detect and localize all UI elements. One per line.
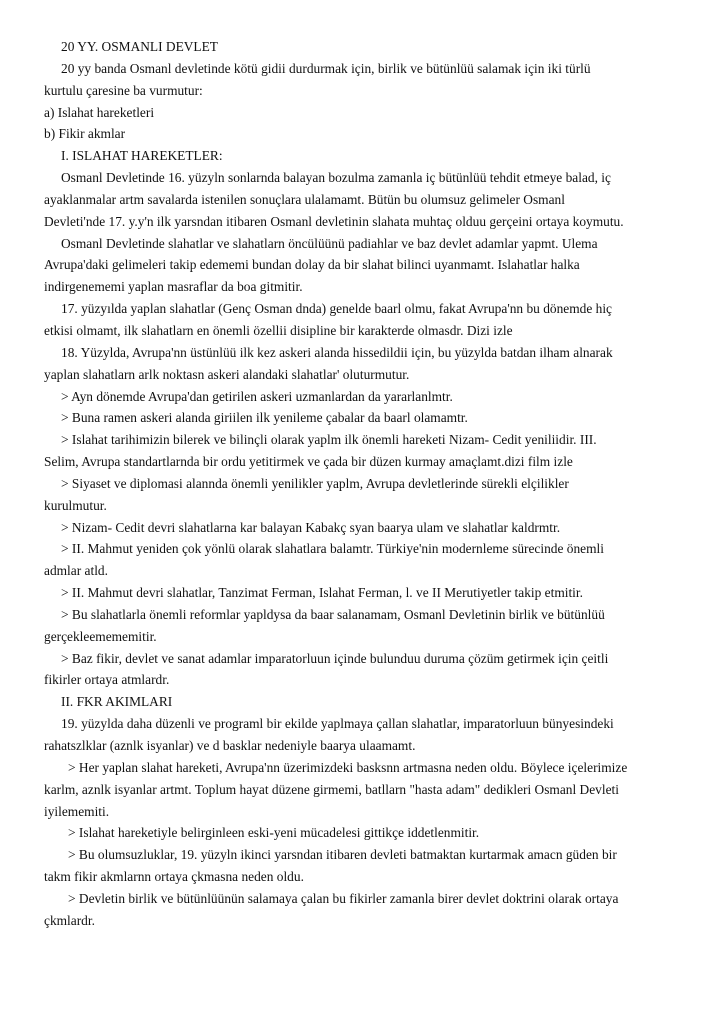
text-line: admlar atld. bbox=[44, 563, 108, 579]
text-line: a) Islahat hareketleri bbox=[44, 104, 155, 120]
text-line: kurtulu çaresine ba vurmutur: bbox=[44, 82, 203, 98]
text-line: kurulmutur. bbox=[44, 497, 107, 513]
text-line: yaplan slahatlarn arlk noktasn askeri alandaki slahatlar' oluturmutur. bbox=[44, 366, 410, 382]
text-line: etkisi olmamt, ilk slahatlarn en önemli özellii disipline bir karakterde olmasdr. Dizi izle bbox=[44, 322, 513, 338]
text-line: iyilememiti. bbox=[44, 803, 110, 819]
text-line: > Islahat tarihimizin bilerek ve bilinçli olarak yaplm ilk önemli hareketi Nizam- Cedit yeniliidir. III. bbox=[61, 432, 597, 448]
text-line: 20 YY. OSMANLI DEVLET bbox=[61, 39, 218, 54]
text-line: > Bu olumsuzluklar, 19. yüzyln ikinci yarsndan itibaren devleti batmaktan kurtarmak amacn güden bir bbox=[68, 847, 617, 863]
text-line: çkmlardr. bbox=[44, 912, 95, 928]
text-line: > Baz fikir, devlet ve sanat adamlar imparatorluun içinde bulunduu duruma çözüm getirmek için çeitli bbox=[61, 650, 609, 666]
text-line: takm fikir akmlarnn ortaya çkmasna neden oldu. bbox=[44, 869, 304, 885]
text-line: > Ayn dönemde Avrupa'dan getirilen askeri uzmanlardan da yararlanlmtr. bbox=[61, 388, 453, 404]
text-line: indirgenememi yaplan masraflar da boa gitmitir. bbox=[44, 279, 303, 295]
text-line: karlm, aznlk isyanlar artmt. Toplum hayat düzene girmemi, batllarn "hasta adam" dedikleri Osmanl Devleti bbox=[44, 781, 619, 797]
text-line: 20 yy banda Osmanl devletinde kötü gidii durdurmak için, birlik ve bütünlüü salamak için iki türlü bbox=[61, 60, 591, 76]
text-line: I. ISLAHAT HAREKETLER: bbox=[61, 148, 223, 164]
text-line: Devleti'nde 17. y.y'n ilk yarsndan itibaren Osmanl devletinin slahata muhtaç olduu gerçeini ortaya koymutu. bbox=[44, 213, 624, 229]
text-line: Osmanl Devletinde 16. yüzyln sonlarnda balayan bozulma zamanla iç bütünlüü tehdit etmeye balad, iç bbox=[61, 170, 611, 186]
text-line: 18. Yüzylda, Avrupa'nn üstünlüü ilk kez askeri alanda hissedildii için, bu yüzylda batdan ilham alnarak bbox=[61, 344, 613, 360]
text-line: > Her yaplan slahat hareketi, Avrupa'nn üzerimizdeki basksnn artmasna neden oldu. Böylece içelerimize bbox=[68, 759, 628, 775]
text-line: > Bu slahatlarla önemli reformlar yapldysa da baar salanamam, Osmanl Devletinin birlik ve bütünlüü bbox=[61, 606, 605, 622]
text-line: ayaklanmalar artm savalarda istenilen sonuçlara ulalamamt. Bütün bu olumsuz gelimeler Osmanl bbox=[44, 191, 565, 207]
text-line: > Nizam- Cedit devri slahatlarna kar balayan Kabakç syan baarya ulam ve slahatlar kaldrmtr. bbox=[61, 519, 561, 535]
text-line: > Islahat hareketiyle belirginleen eski-yeni mücadelesi gittikçe iddetlenmitir. bbox=[68, 825, 480, 841]
document-body bbox=[44, 36, 694, 932]
text-line: 19. yüzylda daha düzenli ve programl bir ekilde yaplmaya çallan slahatlar, imparatorluun bünyesindeki bbox=[61, 716, 614, 732]
text-line: b) Fikir akmlar bbox=[44, 126, 126, 142]
text-line: > Buna ramen askeri alanda giriilen ilk yenileme çabalar da baarl olamamtr. bbox=[61, 410, 468, 426]
text-line: > Devletin birlik ve bütünlüünün salamaya çalan bu fikirler zamanla birer devlet doktrini olarak ortaya bbox=[68, 890, 619, 906]
text-line: Selim, Avrupa standartlarnda bir ordu yetitirmek ve çada bir düzen kurmay amaçlamt.dizi film izle bbox=[44, 454, 573, 470]
text-line: 17. yüzyılda yaplan slahatlar (Genç Osman dnda) genelde baarl olmu, fakat Avrupa'nn bu dönemde hiç bbox=[61, 301, 612, 317]
text-line: > Siyaset ve diplomasi alannda önemli yenilikler yaplm, Avrupa devletlerinde sürekli elçilikler bbox=[61, 475, 569, 491]
text-line: fikirler ortaya atmlardr. bbox=[44, 672, 170, 688]
text-line: > II. Mahmut devri slahatlar, Tanzimat Ferman, Islahat Ferman, l. ve II Merutiyetler takip etmitir. bbox=[61, 585, 583, 601]
text-line: Osmanl Devletinde slahatlar ve slahatlarn öncülüünü padiahlar ve baz devlet adamlar yapmt. Ulema bbox=[61, 235, 598, 251]
text-line: rahatszlklar (aznlk isyanlar) ve d basklar nedeniyle baarya ulaamamt. bbox=[44, 738, 416, 753]
text-line: gerçekleemememitir. bbox=[44, 628, 157, 644]
text-line: > II. Mahmut yeniden çok yönlü olarak slahatlara balamtr. Türkiye'nin modernleme sürecinde önemli bbox=[61, 541, 604, 557]
text-line: Avrupa'daki gelimeleri takip edememi bundan dolay da bir slahat bilinci uyanmamt. Islahatlar halka bbox=[44, 257, 580, 273]
text-line: II. FKR AKIMLARI bbox=[61, 694, 173, 710]
